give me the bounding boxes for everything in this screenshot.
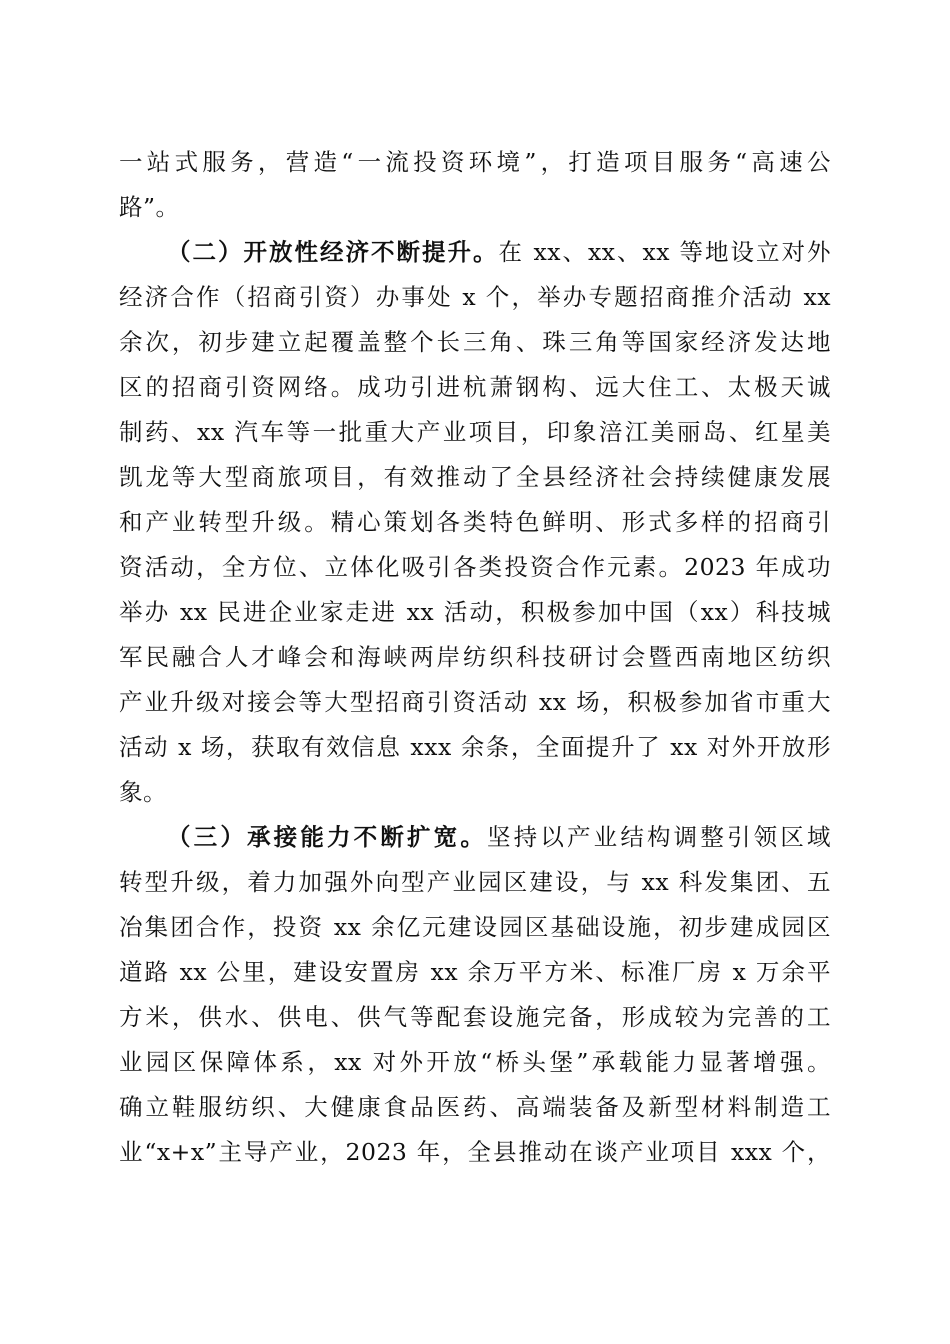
section2-line: 区的招商引资网络。成功引进杭萧钢构、远大住工、太极天诚	[119, 373, 831, 401]
section2-line: 产业升级对接会等大型招商引资活动 xx 场，积极参加省市重大	[119, 688, 831, 716]
section2-first-line	[119, 230, 831, 275]
section3-first-line	[119, 815, 831, 860]
document-page	[119, 140, 831, 1175]
intro-line-2: 路”。	[119, 193, 180, 221]
section2-line: 制药、xx 汽车等一批重大产业项目，印象涪江美丽岛、红星美	[119, 418, 831, 446]
section3-line: 业园区保障体系，xx 对外开放“桥头堡”承载能力显著增强。	[119, 1048, 831, 1076]
section2-line: 经济合作（招商引资）办事处 x 个，举办专题招商推介活动 xx	[119, 283, 831, 311]
section2-heading: （二）开放性经济不断提升。	[167, 238, 499, 266]
section2-line: 资活动，全方位、立体化吸引各类投资合作元素。2023 年成功	[119, 553, 831, 581]
section2-line: 和产业转型升级。精心策划各类特色鲜明、形式多样的招商引	[119, 508, 831, 536]
section3-line: 道路 xx 公里，建设安置房 xx 余万平方米、标准厂房 x 万余平	[119, 958, 831, 986]
section2-first-line-text: 在 xx、xx、xx 等地设立对外	[498, 238, 832, 266]
section2-line: 余次，初步建立起覆盖整个长三角、珠三角等国家经济发达地	[119, 328, 831, 356]
section2-line: 举办 xx 民进企业家走进 xx 活动，积极参加中国（xx）科技城	[119, 598, 831, 626]
section3-line: 转型升级，着力加强外向型产业园区建设，与 xx 科发集团、五	[119, 868, 831, 896]
section3-line: 业“x+x”主导产业，2023 年，全县推动在谈产业项目 xxx 个，	[119, 1138, 831, 1166]
section3-line: 冶集团合作，投资 xx 余亿元建设园区基础设施，初步建成园区	[119, 913, 831, 941]
intro-line-1: 一站式服务，营造“一流投资环境”，打造项目服务“高速公	[119, 148, 831, 176]
section2-line: 军民融合人才峰会和海峡两岸纺织科技研讨会暨西南地区纺织	[119, 643, 831, 671]
section2-line: 活动 x 场，获取有效信息 xxx 余条，全面提升了 xx 对外开放形	[119, 733, 831, 761]
section3-heading: （三）承接能力不断扩宽。	[167, 823, 487, 851]
section2-line: 象。	[119, 778, 167, 806]
section3-line: 方米，供水、供电、供气等配套设施完备，形成较为完善的工	[119, 1003, 831, 1031]
section3-first-line-text: 坚持以产业结构调整引领区域	[487, 823, 831, 851]
section3-line: 确立鞋服纺织、大健康食品医药、高端装备及新型材料制造工	[119, 1093, 831, 1121]
section2-line: 凯龙等大型商旅项目，有效推动了全县经济社会持续健康发展	[119, 463, 831, 491]
